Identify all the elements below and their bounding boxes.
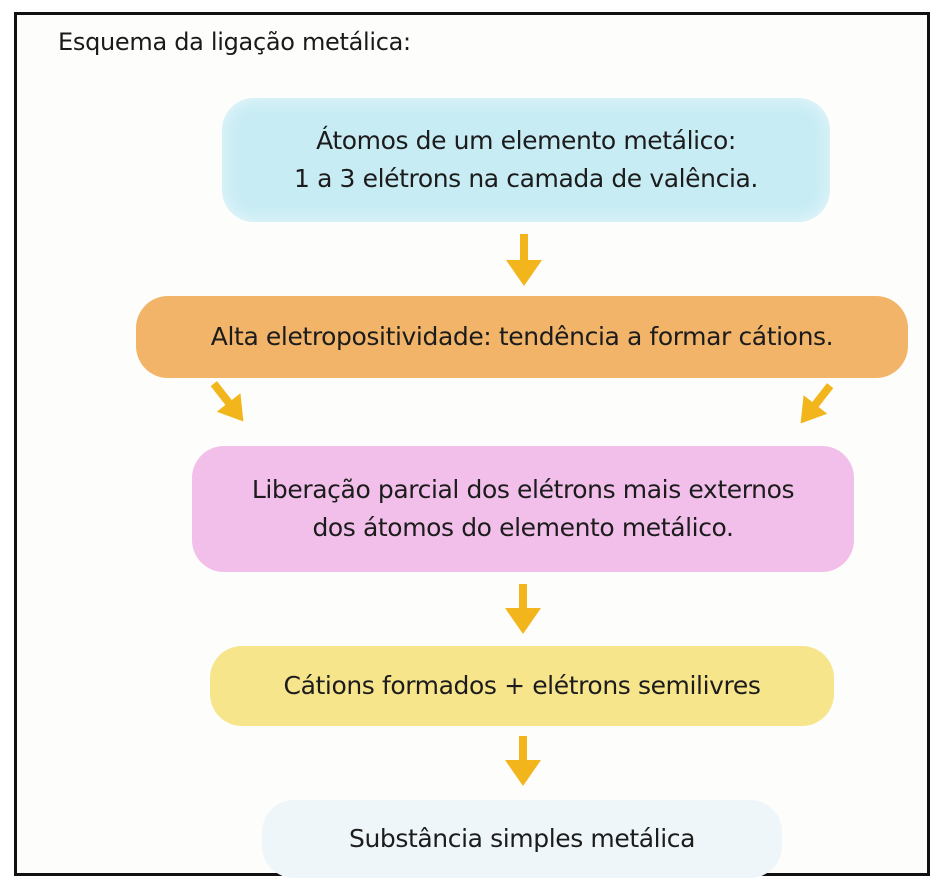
box-cations-electrons-text: Cátions formados + elétrons semilivres: [283, 671, 761, 700]
box-electropositivity: [136, 296, 908, 378]
box-electropositivity-text: Alta eletropositividade: tendência a formar cátions.: [210, 322, 834, 351]
diagram-heading: Esquema da ligação metálica:: [58, 28, 411, 56]
box-metallic-atoms-line-2: 1 a 3 elétrons na camada de valência.: [294, 164, 758, 193]
box-electron-release: [192, 446, 854, 572]
box-metallic-substance-text: Substância simples metálica: [348, 824, 696, 853]
box-electron-release-line-1: Liberação parcial dos elétrons mais externos: [251, 475, 795, 504]
box-metallic-substance: [262, 800, 782, 878]
box-cations-electrons: [210, 646, 834, 726]
box-electron-release-line-2: dos átomos do elemento metálico.: [312, 513, 734, 542]
box-metallic-atoms-line-1: Átomos de um elemento metálico:: [316, 126, 736, 155]
box-metallic-atoms: [222, 98, 830, 222]
